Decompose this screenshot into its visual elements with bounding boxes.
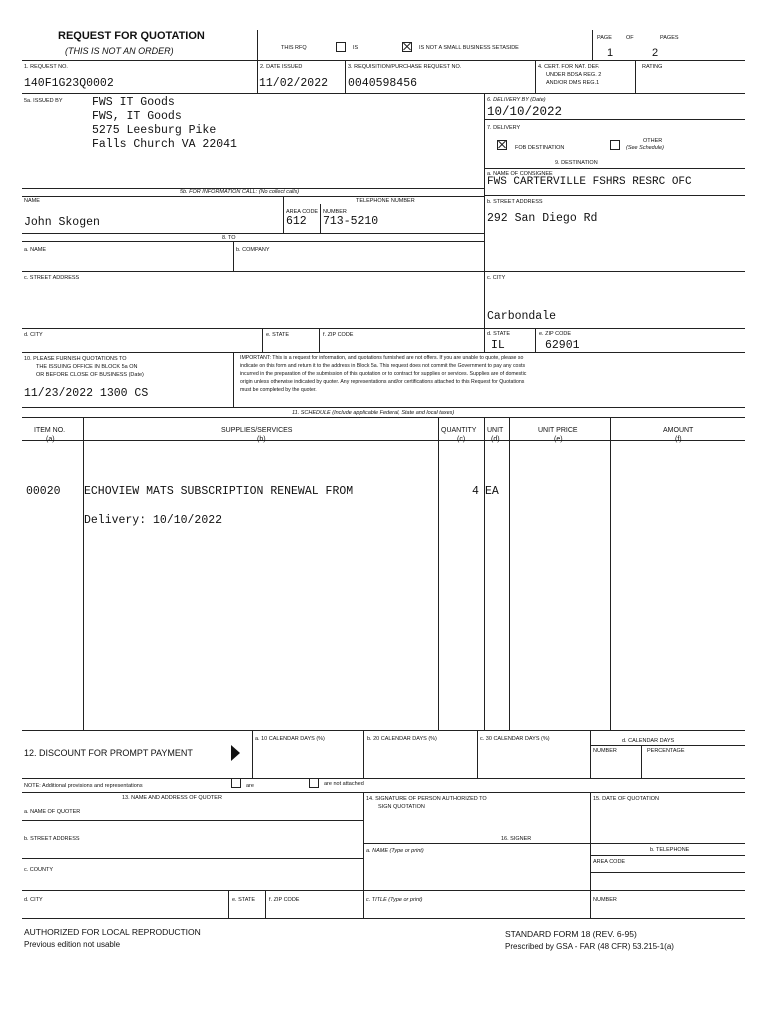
quoter-section-label: 13. NAME AND ADDRESS OF QUOTER xyxy=(122,795,222,801)
delivery-by-date: 10/10/2022 xyxy=(487,105,563,119)
caller-name-value: John Skogen xyxy=(24,216,100,229)
discount-number-label: NUMBER xyxy=(593,748,617,754)
provisions-are-not-label: are not attached xyxy=(324,781,364,787)
is-label: IS xyxy=(353,45,359,51)
consignee-value: FWS CARTERVILLE FSHRS RESRC OFC xyxy=(487,176,692,188)
delivery-label: 7. DELIVERY xyxy=(487,125,521,131)
provisions-are-label: are xyxy=(246,783,254,789)
signer-telephone-label: b. TELEPHONE xyxy=(650,847,690,853)
col-quantity-sub: (c) xyxy=(457,436,466,443)
date-issued-value: 11/02/2022 xyxy=(259,77,329,90)
quoter-name-label: a. NAME OF QUOTER xyxy=(24,809,81,815)
arrow-icon xyxy=(231,745,240,761)
signer-title-label: c. TITLE (Type or print) xyxy=(366,897,423,903)
item-description: ECHOVIEW MATS SUBSCRIPTION RENEWAL FROM xyxy=(84,485,354,498)
to-name-label: a. NAME xyxy=(24,247,47,253)
date-issued-label: 2. DATE ISSUED xyxy=(260,64,303,70)
dest-state-value: IL xyxy=(491,339,505,352)
issued-by-line: FWS IT Goods xyxy=(92,96,175,109)
col-supplies-sub: (b) xyxy=(257,436,266,443)
quoter-county-label: c. COUNTY xyxy=(24,867,54,873)
to-company-label: b. COMPANY xyxy=(236,247,270,253)
footer-reproduction: AUTHORIZED FOR LOCAL REPRODUCTION xyxy=(24,927,201,937)
item-no: 00020 xyxy=(26,485,61,498)
dest-city-value: Carbondale xyxy=(487,310,557,323)
is-not-small-business-label: IS NOT A SMALL BUSINESS SETASIDE xyxy=(419,45,519,51)
cert-label-2: UNDER BDSA REG. 2 xyxy=(546,72,602,78)
page-label: PAGE xyxy=(597,35,612,41)
to-state-label: e. STATE xyxy=(266,332,290,338)
issued-by-label: 5a. ISSUED BY xyxy=(24,98,63,104)
important-line: IMPORTANT: This is a request for information, and quotations furnished are not offers. If you are unable to quote, please so xyxy=(240,355,524,361)
provisions-are-not-checkbox[interactable] xyxy=(309,778,319,788)
see-schedule-label: (See Schedule) xyxy=(626,145,664,151)
signature-label-1: 14. SIGNATURE OF PERSON AUTHORIZED TO xyxy=(366,796,487,802)
col-unit-sub: (d) xyxy=(491,436,500,443)
col-amount-sub: (f) xyxy=(675,436,682,443)
furnish-label-2: THE ISSUING OFFICE IN BLOCK 5a ON xyxy=(36,364,138,370)
quoter-state-label: e. STATE xyxy=(232,897,256,903)
col-unit-price: UNIT PRICE xyxy=(538,427,578,434)
footer-previous-edition: Previous edition not usable xyxy=(24,940,121,949)
to-label: 8. TO xyxy=(222,235,236,241)
fob-destination-checkbox[interactable] xyxy=(497,140,507,150)
dest-street-label: b. STREET ADDRESS xyxy=(487,199,543,205)
pages-label: PAGES xyxy=(660,35,679,41)
is-not-setaside-checkbox[interactable] xyxy=(402,42,412,52)
to-city-label: d. CITY xyxy=(24,332,43,338)
furnish-label-1: 10. PLEASE FURNISH QUOTATIONS TO xyxy=(24,356,127,362)
item-unit: EA xyxy=(485,485,499,498)
note-label: NOTE: Additional provisions and representations xyxy=(24,783,143,789)
telephone-label: TELEPHONE NUMBER xyxy=(356,198,415,204)
form-title: REQUEST FOR QUOTATION xyxy=(58,30,205,42)
number-value: 713-5210 xyxy=(323,215,379,228)
signer-label: 16. SIGNER xyxy=(501,836,532,842)
quotation-due-date: 11/23/2022 1300 CS xyxy=(24,387,149,400)
col-unit-price-sub: (e) xyxy=(554,436,563,443)
col-amount: AMOUNT xyxy=(663,427,694,434)
area-code-value: 612 xyxy=(286,215,307,228)
important-line: indicate on this form and return it to the address in Block 5a. This request does not commit the Government to pay any costs xyxy=(240,363,526,369)
dest-zip-label: e. ZIP CODE xyxy=(539,331,571,337)
quoter-zip-label: f. ZIP CODE xyxy=(269,897,300,903)
item-quantity: 4 xyxy=(472,485,479,498)
destination-label: 9. DESTINATION xyxy=(555,160,598,166)
dest-city-label: c. CITY xyxy=(487,275,506,281)
issued-by-line: Falls Church VA 22041 xyxy=(92,138,237,151)
provisions-are-checkbox[interactable] xyxy=(231,778,241,788)
col-item-no-sub: (a) xyxy=(46,436,55,443)
rating-label: RATING xyxy=(642,64,663,70)
discount-label: 12. DISCOUNT FOR PROMPT PAYMENT xyxy=(24,748,193,758)
item-delivery: Delivery: 10/10/2022 xyxy=(84,514,223,527)
discount-days-label: d. CALENDAR DAYS xyxy=(622,738,675,744)
of-label: OF xyxy=(626,35,634,41)
info-call-label: 5b. FOR INFORMATION CALL: (No collect calls) xyxy=(180,189,300,195)
furnish-label-3: OR BEFORE CLOSE OF BUSINESS (Date) xyxy=(36,372,144,378)
col-unit: UNIT xyxy=(487,427,504,434)
signer-number-label: NUMBER xyxy=(593,897,617,903)
request-no-value: 140F1G23Q0002 xyxy=(24,77,114,90)
signer-area-code-label: AREA CODE xyxy=(593,859,626,865)
important-line: origin unless otherwise indicated by quoter. Any representations and/or certifications attached to this Request for Quotations xyxy=(240,379,525,385)
other-delivery-checkbox[interactable] xyxy=(610,140,620,150)
this-rfq-label: THIS RFQ xyxy=(281,45,307,51)
to-street-label: c. STREET ADDRESS xyxy=(24,275,80,281)
requisition-label: 3. REQUISITION/PURCHASE REQUEST NO. xyxy=(348,64,462,70)
col-item-no: ITEM NO. xyxy=(34,427,66,434)
signer-name-label: a. NAME (Type or print) xyxy=(366,848,424,854)
discount-20-label: b. 20 CALENDAR DAYS (%) xyxy=(367,736,437,742)
quotation-date-label: 15. DATE OF QUOTATION xyxy=(593,796,660,802)
cert-label-3: AND/OR DMS REG.1 xyxy=(546,80,600,86)
form-subtitle: (THIS IS NOT AN ORDER) xyxy=(65,46,174,56)
to-zip-label: f. ZIP CODE xyxy=(323,332,354,338)
consignee-label: a. NAME OF CONSIGNEE xyxy=(487,171,553,177)
dest-state-label: d. STATE xyxy=(487,331,511,337)
dest-street-value: 292 San Diego Rd xyxy=(487,212,598,225)
discount-30-label: c. 30 CALENDAR DAYS (%) xyxy=(480,736,550,742)
number-label: NUMBER xyxy=(323,209,347,215)
area-code-label: AREA CODE xyxy=(286,209,319,215)
quoter-street-label: b. STREET ADDRESS xyxy=(24,836,80,842)
total-pages: 2 xyxy=(652,47,659,59)
discount-10-label: a. 10 CALENDAR DAYS (%) xyxy=(255,736,325,742)
fob-destination-label: FOB DESTINATION xyxy=(515,145,565,151)
footer-prescribed: Prescribed by GSA - FAR (48 CFR) 53.215-1(a) xyxy=(505,942,674,951)
issued-by-line: FWS, IT Goods xyxy=(92,110,182,123)
dest-zip-value: 62901 xyxy=(545,339,580,352)
important-line: must be completed by the quoter. xyxy=(240,387,317,393)
issued-by-line: 5275 Leesburg Pike xyxy=(92,124,217,137)
quoter-city-label: d. CITY xyxy=(24,897,43,903)
discount-percentage-label: PERCENTAGE xyxy=(647,748,685,754)
caller-name-label: NAME xyxy=(24,198,40,204)
footer-form-number: STANDARD FORM 18 (REV. 6-95) xyxy=(505,929,637,939)
delivery-by-label: 6. DELIVERY BY (Date) xyxy=(487,97,546,103)
page-number: 1 xyxy=(607,47,614,59)
other-label: OTHER xyxy=(643,138,663,144)
col-quantity: QUANTITY xyxy=(441,427,477,434)
cert-label-1: 4. CERT. FOR NAT. DEF. xyxy=(538,64,600,70)
request-no-label: 1. REQUEST NO. xyxy=(24,64,68,70)
important-line: incurred in the preparation of the submission of this quotation or to contract for supplies or services. Supplies are of domestic xyxy=(240,371,527,377)
is-setaside-checkbox[interactable] xyxy=(336,42,346,52)
col-supplies: SUPPLIES/SERVICES xyxy=(221,427,293,434)
requisition-value: 0040598456 xyxy=(348,77,418,90)
signature-label-2: SIGN QUOTATION xyxy=(378,804,425,810)
schedule-label: 11. SCHEDULE (Include applicable Federal, State and local taxes) xyxy=(292,410,455,416)
